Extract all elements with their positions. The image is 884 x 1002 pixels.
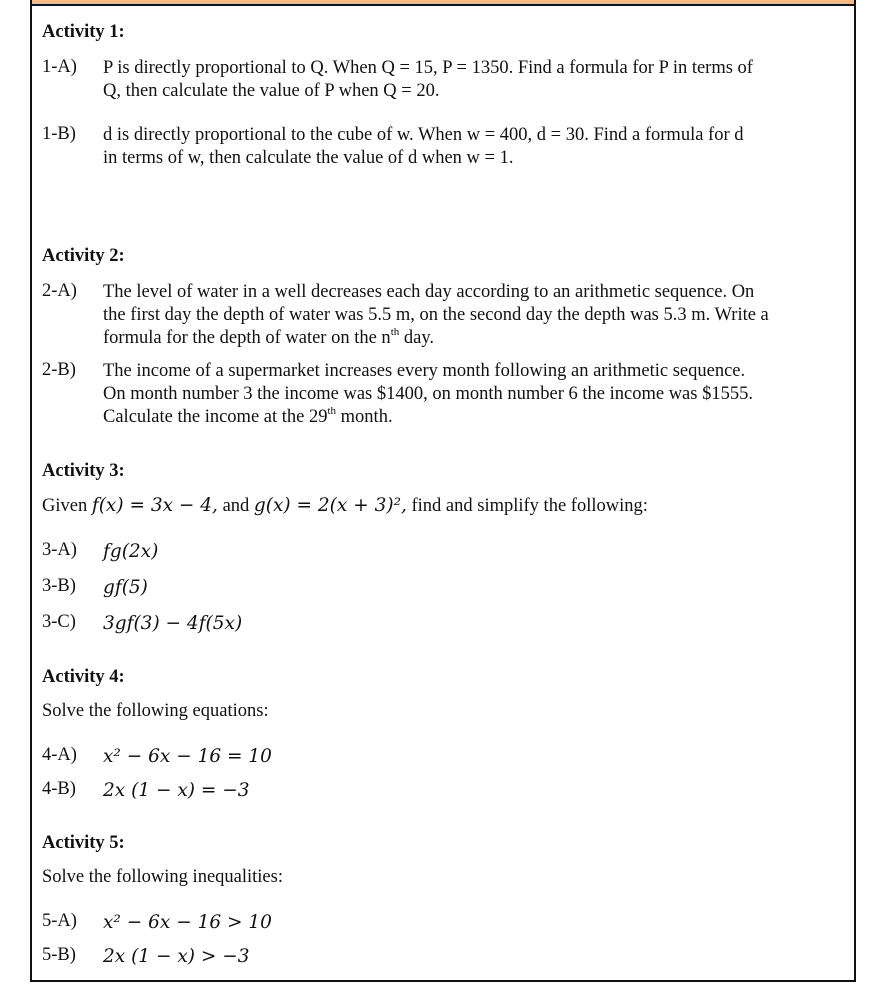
- activity-5-intro: Solve the following inequalities:: [42, 867, 283, 887]
- activity-1b-line-1: d is directly proportional to the cube of w. When w = 400, d = 30. Find a formula for d: [103, 125, 744, 145]
- activity-4b-label: 4-B): [42, 779, 76, 799]
- activity-3-heading: Activity 3:: [42, 461, 125, 481]
- activity-4-intro: Solve the following equations:: [42, 701, 269, 721]
- activity-3b-expression: gf(5): [103, 577, 148, 598]
- activity-4a-label: 4-A): [42, 745, 77, 765]
- activity-2a-line-3: [103, 327, 843, 350]
- activity-3c-expression: 3gf(3) − 4f(5x): [103, 613, 243, 634]
- activity-1a-label: 1-A): [42, 57, 77, 77]
- activity-1a-line-2: Q, then calculate the value of P when Q = 20.: [103, 81, 440, 101]
- activity-1b-label: 1-B): [42, 124, 76, 144]
- activity-1-heading: Activity 1:: [42, 22, 125, 42]
- activity-4a-expression: x² − 6x − 16 = 10: [103, 746, 272, 767]
- f-definition: f(x) = 3x − 4,: [91, 495, 218, 516]
- activity-5a-label: 5-A): [42, 911, 77, 931]
- activity-2a-line-1: The level of water in a well decreases each day according to an arithmetic sequence. On: [103, 282, 755, 302]
- activity-2b-line-3: [103, 406, 843, 429]
- activity-5b-expression: 2x (1 − x) > −3: [103, 946, 250, 967]
- activity-2b-label: 2-B): [42, 360, 76, 380]
- activity-2a-text: [103, 281, 843, 350]
- activity-2b-line-1: The income of a supermarket increases every month following an arithmetic sequence.: [103, 361, 746, 381]
- g-definition: g(x) = 2(x + 3)²,: [253, 495, 407, 516]
- activity-3b-label: 3-B): [42, 576, 76, 596]
- activity-2b-line-2: On month number 3 the income was $1400, on month number 6 the income was $1555.: [103, 384, 753, 404]
- activity-1b-text: [103, 124, 843, 170]
- given-suffix: find and simplify the following:: [406, 496, 648, 516]
- activity-2a-label: 2-A): [42, 281, 77, 301]
- activity-2-heading: Activity 2:: [42, 246, 125, 266]
- activity-3c-label: 3-C): [42, 612, 76, 632]
- given-mid: and: [217, 496, 254, 516]
- activity-1a-line-1: P is directly proportional to Q. When Q = 15, P = 1350. Find a formula for P in terms of: [103, 58, 753, 78]
- activity-3a-label: 3-A): [42, 540, 77, 560]
- activity-5a-expression: x² − 6x − 16 > 10: [103, 912, 272, 933]
- activity-3a-expression: fg(2x): [103, 541, 159, 562]
- activity-4-heading: Activity 4:: [42, 667, 125, 687]
- activity-2b-text: [103, 360, 843, 429]
- given-prefix: Given: [42, 496, 92, 516]
- activity-2a-line-3-post: day.: [399, 328, 435, 348]
- activity-2a-line-2: the first day the depth of water was 5.5 m, on the second day the depth was 5.3 m. Write a: [103, 305, 769, 325]
- activity-2b-line-3-post: month.: [336, 407, 393, 427]
- activity-1b-line-2: in terms of w, then calculate the value of d when w = 1.: [103, 148, 514, 168]
- activity-5-heading: Activity 5:: [42, 833, 125, 853]
- activity-5b-label: 5-B): [42, 945, 76, 965]
- activity-2b-line-3-pre: Calculate the income at the 29: [103, 407, 328, 427]
- activity-1a-text: [103, 57, 843, 103]
- activity-3-given: [42, 495, 648, 517]
- activity-2a-line-3-pre: formula for the depth of water on the n: [103, 328, 391, 348]
- activity-4b-expression: 2x (1 − x) = −3: [103, 780, 250, 801]
- activity-2a-superscript: th: [390, 325, 400, 338]
- activity-2b-superscript: th: [327, 404, 337, 417]
